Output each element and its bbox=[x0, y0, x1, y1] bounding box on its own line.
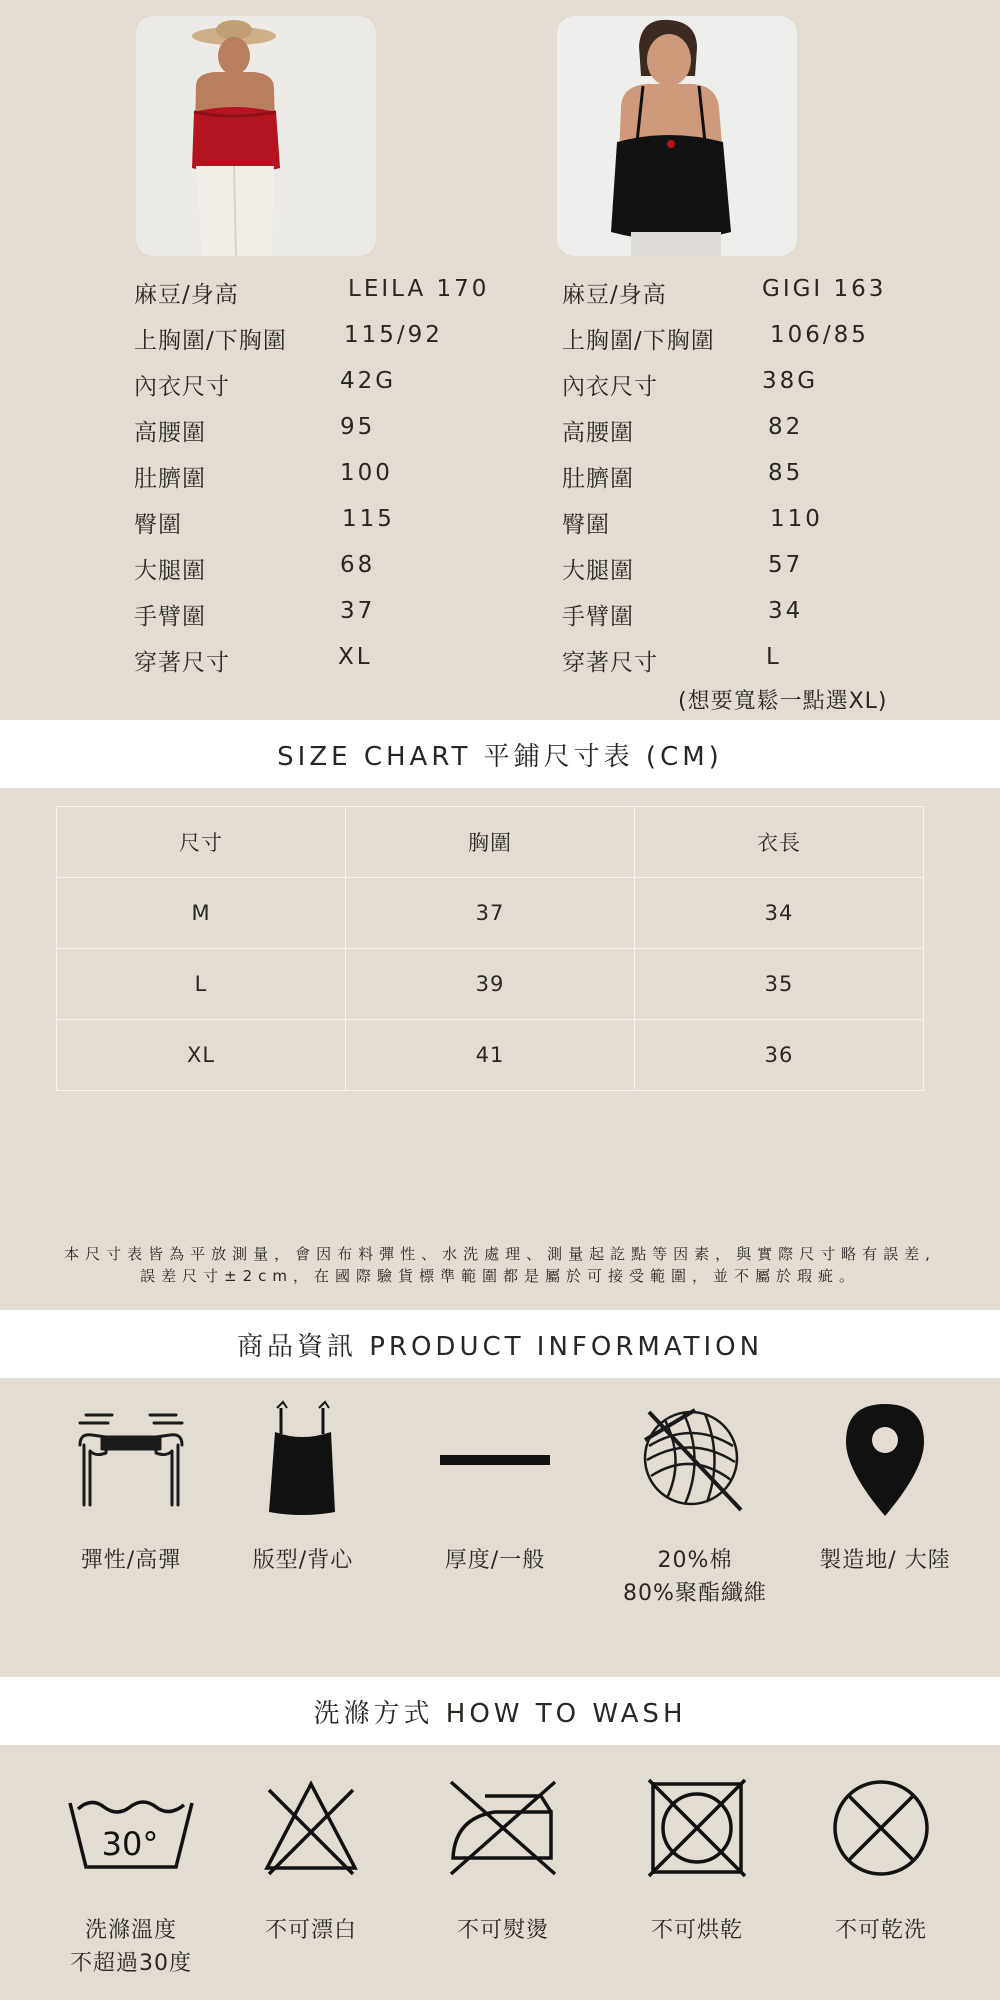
feature-thickness bbox=[410, 1400, 580, 1577]
measure-row: 臀圍 110 bbox=[562, 506, 823, 538]
table-cell: 36 bbox=[635, 1020, 924, 1091]
measure-row: 臀圍 115 bbox=[134, 506, 395, 538]
model-left-measurements bbox=[134, 276, 514, 690]
measure-row: 肚臍圍 85 bbox=[562, 460, 804, 492]
table-cell: 37 bbox=[346, 878, 635, 949]
model-photo-red-top bbox=[136, 16, 376, 256]
wash-label: 不可漂白 bbox=[264, 1918, 357, 1943]
no-bleach-icon bbox=[226, 1768, 396, 1888]
measure-row: 麻豆/身高 GIGI 163 bbox=[562, 276, 887, 308]
feature-material bbox=[610, 1400, 780, 1610]
product-info-title: 商品資訊 PRODUCT INFORMATION bbox=[0, 1310, 1000, 1378]
measure-row: 手臂圍 37 bbox=[134, 598, 376, 630]
measure-row: 上胸圍/下胸圍 115/92 bbox=[134, 322, 443, 354]
feature-label: 製造地/ 大陸 bbox=[819, 1548, 951, 1573]
camisole-icon bbox=[218, 1400, 388, 1520]
wash-label: 不可乾洗 bbox=[834, 1918, 927, 1943]
wash-info-title: 洗滌方式 HOW TO WASH bbox=[0, 1677, 1000, 1745]
size-chart-title: SIZE CHART 平鋪尺寸表 (CM) bbox=[0, 720, 1000, 788]
measure-row: 肚臍圍 100 bbox=[134, 460, 393, 492]
table-header-cell: 尺寸 bbox=[57, 807, 346, 878]
table-cell: 39 bbox=[346, 949, 635, 1020]
feature-label: 彈性/高彈 bbox=[80, 1548, 182, 1573]
table-cell: 34 bbox=[635, 878, 924, 949]
table-row bbox=[57, 878, 924, 949]
table-header-cell: 胸圍 bbox=[346, 807, 635, 878]
table-cell: XL bbox=[57, 1020, 346, 1091]
stretch-icon bbox=[46, 1400, 216, 1520]
feature-label: 厚度/一般 bbox=[444, 1548, 546, 1573]
measure-row: 穿著尺寸 XL bbox=[134, 644, 373, 676]
wash-no-iron bbox=[418, 1768, 588, 1947]
model-right-measurements bbox=[562, 276, 922, 690]
table-cell: M bbox=[57, 878, 346, 949]
measure-row: 麻豆/身高 LEILA 170 bbox=[134, 276, 490, 308]
wash-label: 洗滌溫度 bbox=[84, 1918, 177, 1943]
measure-row: 內衣尺寸 38G bbox=[562, 368, 819, 400]
feature-fit bbox=[218, 1400, 388, 1577]
table-header-row bbox=[57, 807, 924, 878]
table-cell: L bbox=[57, 949, 346, 1020]
tolerance-note: 誤差尺寸±2cm，在國際驗貨標準範圍都是屬於可接受範圍，並不屬於瑕疵。 bbox=[140, 1267, 860, 1285]
table-cell: 41 bbox=[346, 1020, 635, 1091]
table-header-cell: 衣長 bbox=[635, 807, 924, 878]
measure-row: 手臂圍 34 bbox=[562, 598, 804, 630]
wash-label: 不可烘乾 bbox=[650, 1918, 743, 1943]
feature-label-secondary: 80%聚酯纖維 bbox=[623, 1581, 767, 1606]
table-row bbox=[57, 1020, 924, 1091]
feature-elasticity bbox=[46, 1400, 216, 1577]
model-photo-black-top bbox=[557, 16, 797, 256]
measure-row: 上胸圍/下胸圍 106/85 bbox=[562, 322, 869, 354]
measurement-note: 本尺寸表皆為平放測量，會因布料彈性、水洗處理、測量起訖點等因素，與實際尺寸略有誤差, bbox=[64, 1245, 936, 1263]
no-tumble-dry-icon bbox=[612, 1768, 782, 1888]
wash-30-icon bbox=[46, 1768, 216, 1888]
no-iron-icon bbox=[418, 1768, 588, 1888]
measure-row: 穿著尺寸 L bbox=[562, 644, 782, 676]
measure-row: 高腰圍 95 bbox=[134, 414, 376, 446]
feature-label: 版型/背心 bbox=[252, 1548, 354, 1573]
model-size-note: (想要寬鬆一點選XL) bbox=[678, 689, 888, 714]
thickness-line-icon bbox=[410, 1400, 580, 1520]
measure-row: 高腰圍 82 bbox=[562, 414, 804, 446]
wash-temperature bbox=[46, 1768, 216, 1980]
size-chart-table bbox=[56, 806, 924, 1091]
feature-origin bbox=[800, 1400, 970, 1577]
measure-row: 大腿圍 68 bbox=[134, 552, 376, 584]
wash-no-bleach bbox=[226, 1768, 396, 1947]
table-row bbox=[57, 949, 924, 1020]
wash-label: 不可熨燙 bbox=[456, 1918, 549, 1943]
measure-row: 大腿圍 57 bbox=[562, 552, 804, 584]
wash-no-dry-clean bbox=[796, 1768, 966, 1947]
wash-no-tumble-dry bbox=[612, 1768, 782, 1947]
wash-temp-text: 30° bbox=[101, 1825, 159, 1863]
wash-label-secondary: 不超過30度 bbox=[70, 1951, 192, 1976]
yarn-ball-icon bbox=[610, 1400, 780, 1520]
feature-label: 20%棉 bbox=[657, 1548, 733, 1573]
measure-row: 內衣尺寸 42G bbox=[134, 368, 397, 400]
table-cell: 35 bbox=[635, 949, 924, 1020]
location-pin-icon bbox=[800, 1400, 970, 1520]
no-dry-clean-icon bbox=[796, 1768, 966, 1888]
